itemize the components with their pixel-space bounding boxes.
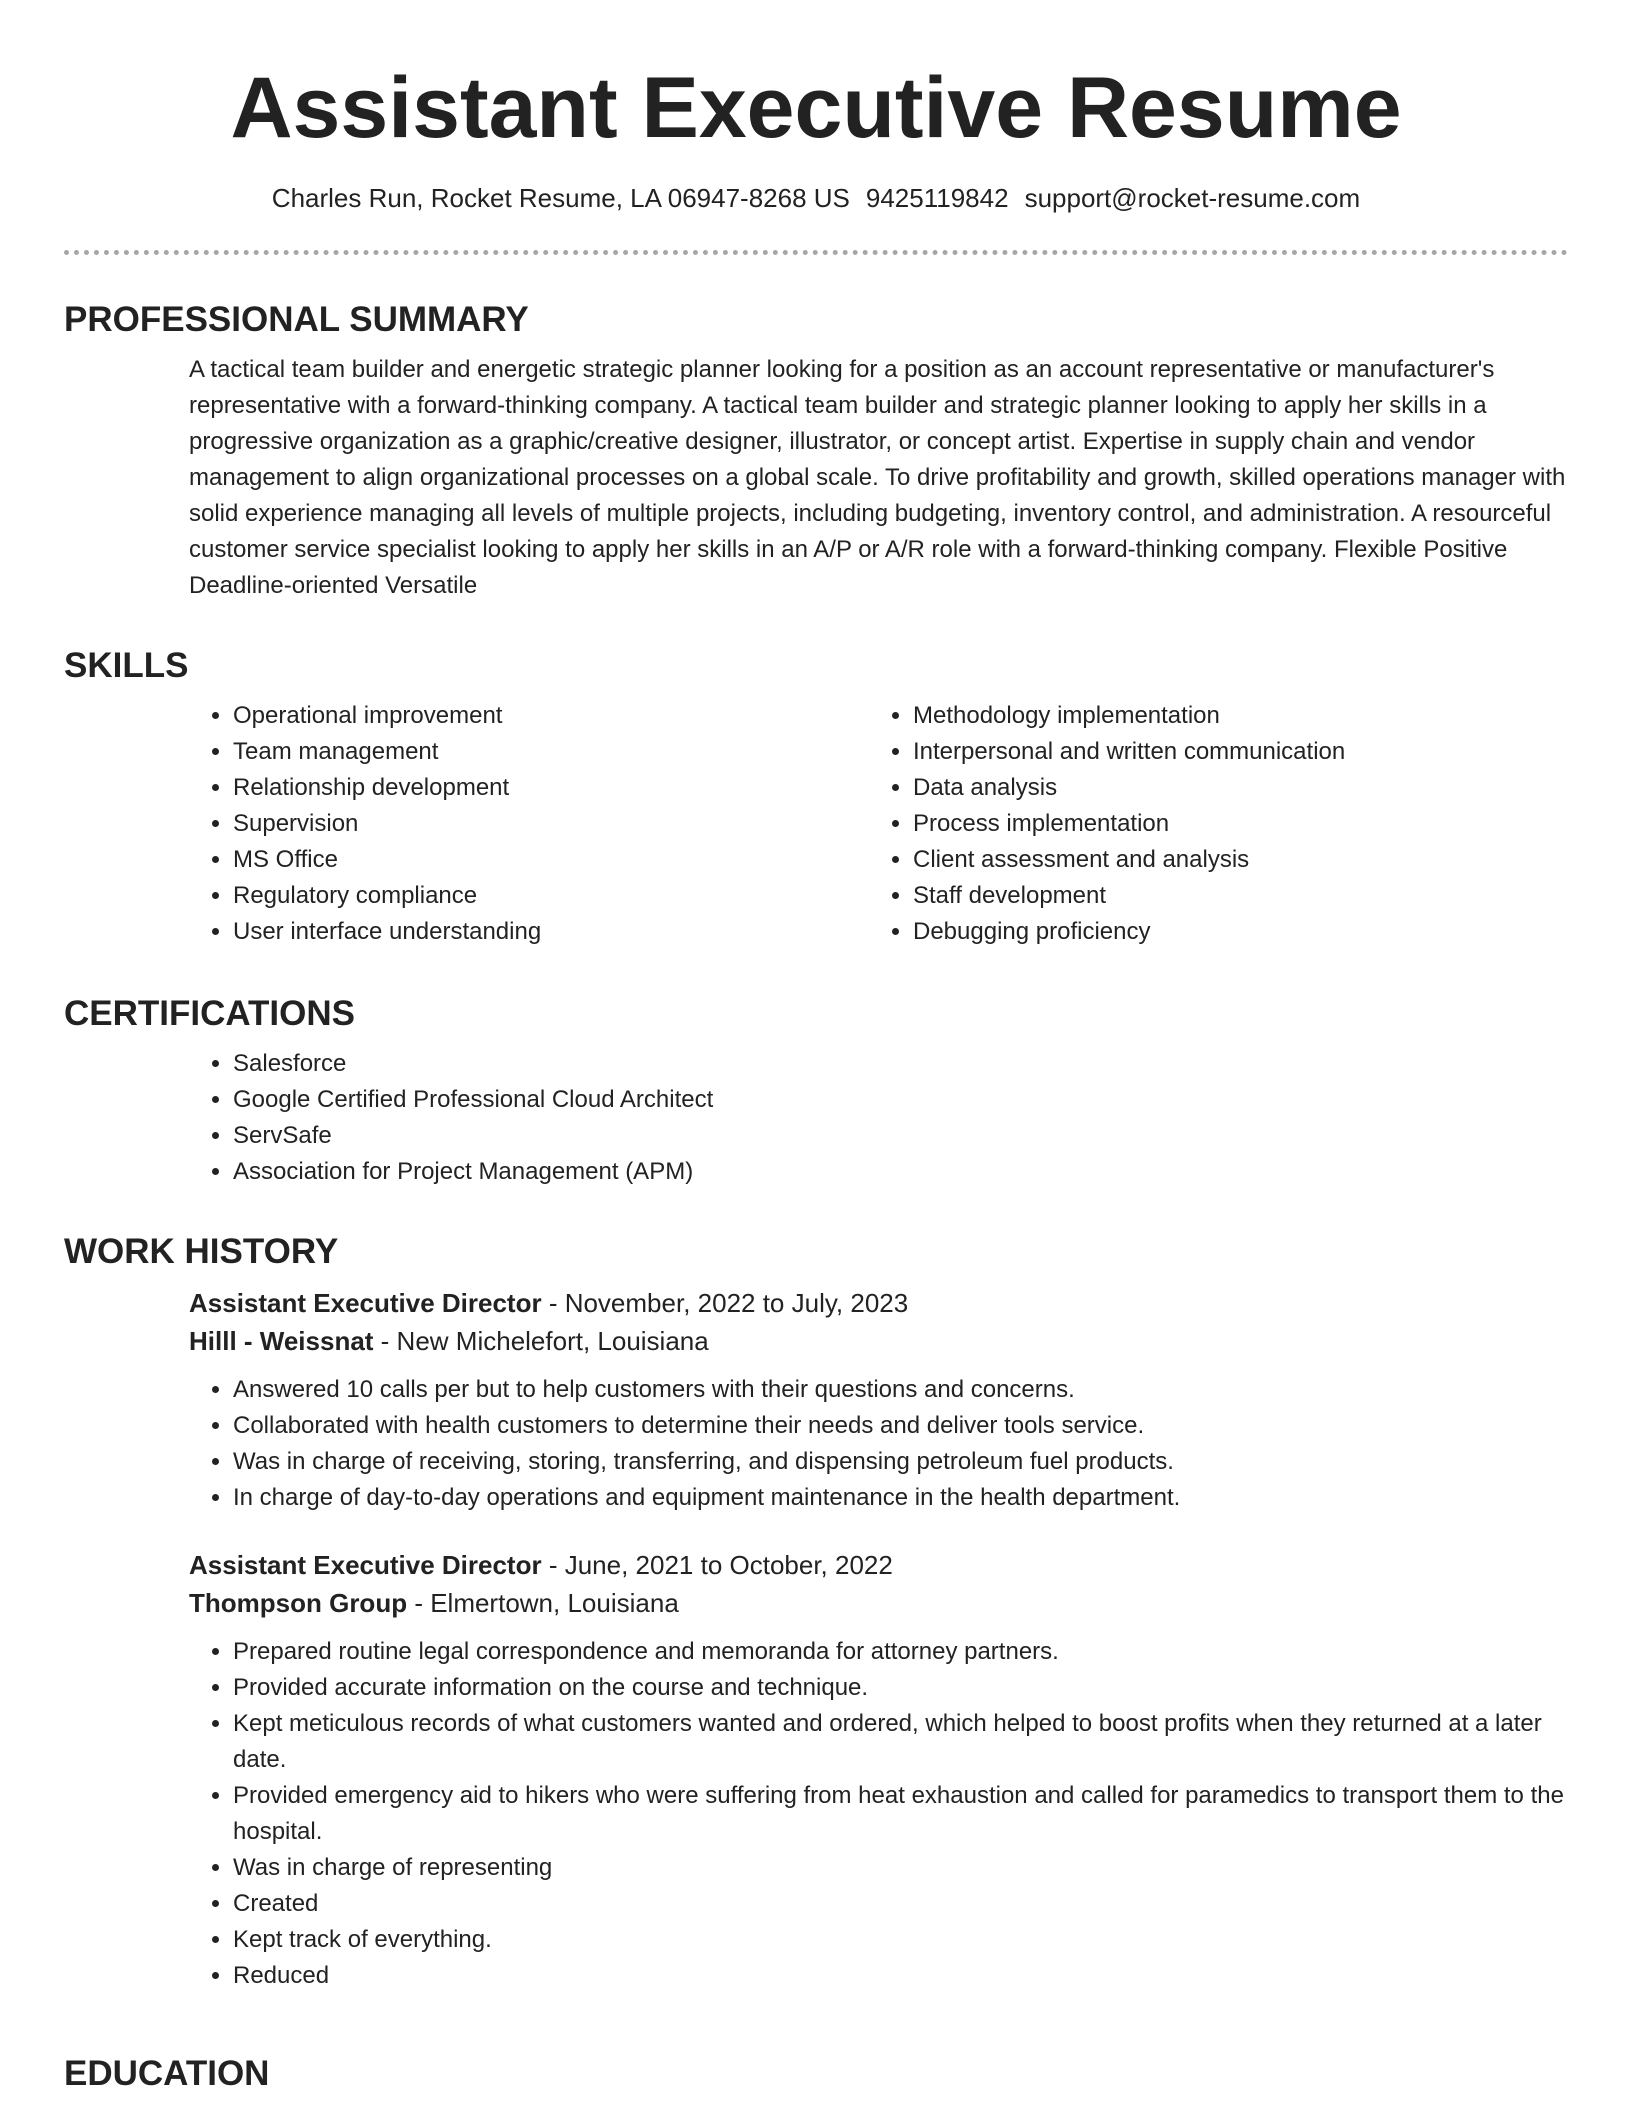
summary-text: A tactical team builder and energetic strategic planner looking for a position as an account representative or manufacturer's representative with a forward-thinking company. A tactical team builder and strategic planner looking to apply her skills in a progressive organization as a graphic/creative designer, illustrator, or concept artist. Expertise in supply chain and vendor management to align organizational processes on a global scale. To drive profitability and growth, skilled operations manager with solid experience managing all levels of multiple projects, including budgeting, inventory control, and administration. A resourceful customer service specialist looking to apply her skills in an A/P or A/R role with a forward-thinking company. Flexible Positive Deadline-oriented Versatile bbox=[189, 356, 1566, 599]
job-bullet: • Kept meticulous records of what customers wanted and ordered, which helped to boost profits when they returned at a later date. bbox=[233, 1706, 1568, 1778]
job-location: - New Michelefort, Louisiana bbox=[373, 1326, 709, 1356]
certification-item: • Association for Project Management (APM) bbox=[233, 1154, 1568, 1190]
skills-right-column bbox=[869, 698, 1549, 950]
job-title: Assistant Executive Director bbox=[189, 1288, 542, 1318]
contact-phone: 9425119842 bbox=[865, 183, 1009, 213]
skills-heading: SKILLS bbox=[64, 646, 189, 685]
education-heading: EDUCATION bbox=[64, 2054, 270, 2093]
job-bullet: • Reduced bbox=[233, 1958, 1568, 1994]
job-company: Thompson Group bbox=[189, 1588, 408, 1618]
skill-item: • MS Office bbox=[233, 842, 869, 878]
summary-heading: PROFESSIONAL SUMMARY bbox=[64, 300, 529, 339]
job-bullet: • Provided accurate information on the course and technique. bbox=[233, 1670, 1568, 1706]
job-entry bbox=[189, 1284, 1568, 1516]
certification-item: • Salesforce bbox=[233, 1046, 1568, 1082]
certifications-section bbox=[64, 992, 1568, 1190]
job-dates: - November, 2022 to July, 2023 bbox=[541, 1288, 909, 1318]
job-title: Assistant Executive Director bbox=[189, 1550, 542, 1580]
header-divider bbox=[64, 250, 1568, 255]
skills-columns bbox=[189, 698, 1568, 950]
job-bullet: • Created bbox=[233, 1886, 1568, 1922]
work-history-body bbox=[189, 1284, 1568, 1994]
work-history-section bbox=[64, 1230, 1568, 1994]
skill-item: • Staff development bbox=[913, 878, 1549, 914]
skill-item: • Process implementation bbox=[913, 806, 1549, 842]
skill-item: • Methodology implementation bbox=[913, 698, 1549, 734]
job-location: - Elmertown, Louisiana bbox=[407, 1588, 679, 1618]
contact-address: Charles Run, Rocket Resume, LA 06947-8268 US bbox=[271, 183, 850, 213]
job-bullet: • In charge of day-to-day operations and equipment maintenance in the health department. bbox=[233, 1480, 1568, 1516]
contact-email[interactable]: support@rocket-resume.com bbox=[1024, 183, 1361, 213]
certification-item: • ServSafe bbox=[233, 1118, 1568, 1154]
skill-item: • Relationship development bbox=[233, 770, 869, 806]
job-entry bbox=[189, 1546, 1568, 1994]
contact-line bbox=[0, 180, 1632, 216]
job-company-line bbox=[189, 1584, 1568, 1622]
skill-item: • Interpersonal and written communication bbox=[913, 734, 1549, 770]
work-history-heading: WORK HISTORY bbox=[64, 1232, 339, 1271]
job-company: Hilll - Weissnat bbox=[189, 1326, 374, 1356]
job-bullet: • Provided emergency aid to hikers who were suffering from heat exhaustion and called for paramedics to transport them to the hospital. bbox=[233, 1778, 1568, 1850]
certifications-heading: CERTIFICATIONS bbox=[64, 994, 356, 1033]
skill-item: • Supervision bbox=[233, 806, 869, 842]
certification-item: • Google Certified Professional Cloud Architect bbox=[233, 1082, 1568, 1118]
job-bullet: • Prepared routine legal correspondence and memoranda for attorney partners. bbox=[233, 1634, 1568, 1670]
skill-item: • Debugging proficiency bbox=[913, 914, 1549, 950]
job-title-line bbox=[189, 1284, 1568, 1322]
job-dates: - June, 2021 to October, 2022 bbox=[541, 1550, 893, 1580]
skill-item: • User interface understanding bbox=[233, 914, 869, 950]
job-bullet: • Kept track of everything. bbox=[233, 1922, 1568, 1958]
skill-item: • Client assessment and analysis bbox=[913, 842, 1549, 878]
skills-left-column bbox=[189, 698, 869, 950]
skill-item: • Team management bbox=[233, 734, 869, 770]
job-bullet: • Collaborated with health customers to determine their needs and deliver tools service. bbox=[233, 1408, 1568, 1444]
certifications-list-wrap bbox=[189, 1046, 1568, 1190]
job-title-line bbox=[189, 1546, 1568, 1584]
summary-section bbox=[64, 298, 1568, 604]
education-section bbox=[64, 2052, 1568, 2096]
job-bullet: • Was in charge of receiving, storing, transferring, and dispensing petroleum fuel products. bbox=[233, 1444, 1568, 1480]
job-bullet: • Answered 10 calls per but to help customers with their questions and concerns. bbox=[233, 1372, 1568, 1408]
skill-item: • Data analysis bbox=[913, 770, 1549, 806]
job-company-line bbox=[189, 1322, 1568, 1360]
skill-item: • Operational improvement bbox=[233, 698, 869, 734]
resume-title: Assistant Executive Resume bbox=[230, 60, 1402, 156]
skills-section bbox=[64, 644, 1568, 950]
skill-item: • Regulatory compliance bbox=[233, 878, 869, 914]
job-bullet: • Was in charge of representing bbox=[233, 1850, 1568, 1886]
